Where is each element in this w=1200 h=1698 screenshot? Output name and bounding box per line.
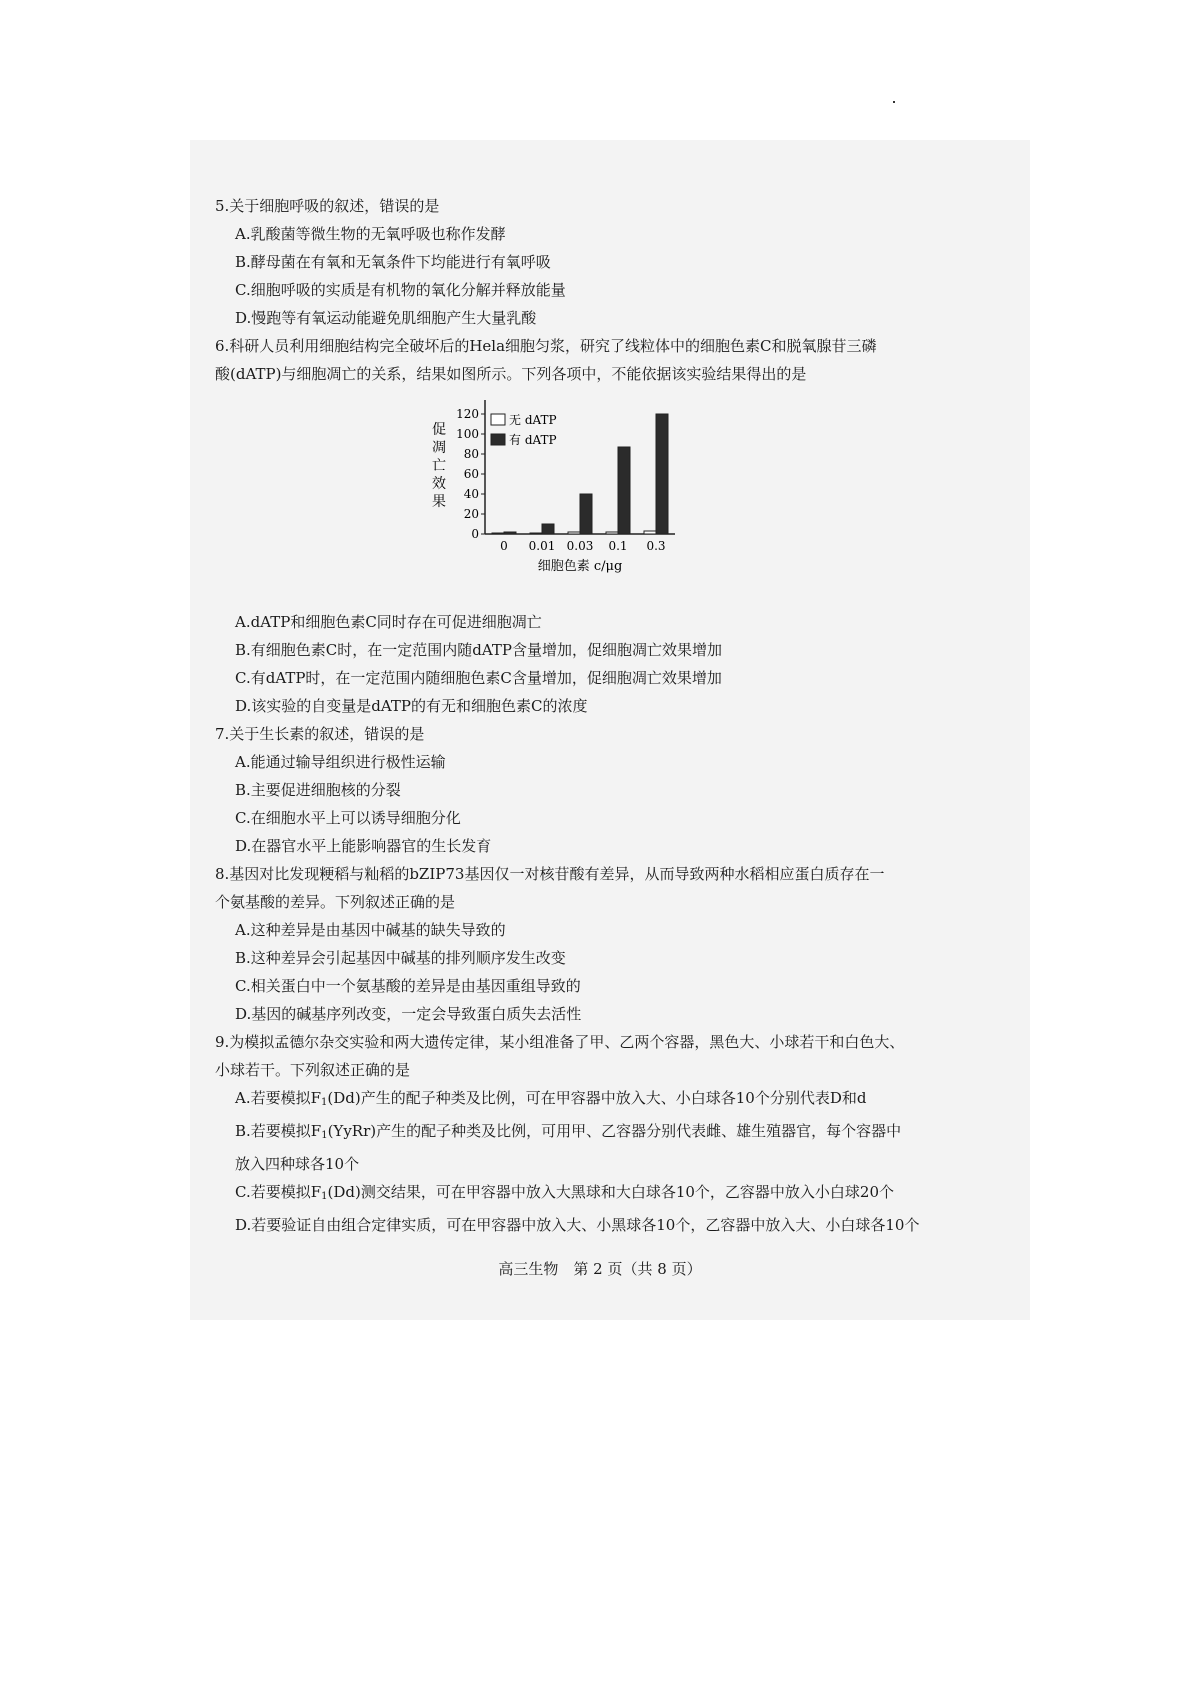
question-stem-line-1: 8.基因对比发现粳稻与籼稻的bZIP73基因仅一对核苷酸有差异，从而导致两种水稻相应蛋白质存在一 xyxy=(215,865,885,883)
option-b-post: (YyRr)产生的配子种类及比例，可用甲、乙容器分别代表雌、雄生殖器官，每个容器中 xyxy=(327,1122,902,1140)
option-c: C.细胞呼吸的实质是有机物的氧化分解并释放能量 xyxy=(235,281,566,299)
page-footer: 高三生物 第 2 页（共 8 页） xyxy=(498,1260,702,1278)
option-b: B.酵母菌在有氧和无氧条件下均能进行有氧呼吸 xyxy=(235,253,551,271)
bar-no-datp xyxy=(492,533,504,534)
question-stem-line-1: 6.科研人员利用细胞结构完全破坏后的Hela细胞匀浆，研究了线粒体中的细胞色素C和脱氧腺苷三磷 xyxy=(215,337,877,355)
option-d: D.若要验证自由组合定律实质，可在甲容器中放入大、小黑球各10个，乙容器中放入大、小白球各10个 xyxy=(235,1216,920,1234)
option-c-pre: C.若要模拟F xyxy=(235,1183,322,1201)
option-b: B.主要促进细胞核的分裂 xyxy=(235,781,401,799)
option-b xyxy=(215,1117,1015,1150)
bar-with-datp xyxy=(618,447,630,534)
bar-with-datp xyxy=(504,532,516,534)
question-8 xyxy=(215,860,1015,1028)
legend-swatch xyxy=(491,414,505,425)
x-tick-label: 0.01 xyxy=(528,539,556,553)
question-7 xyxy=(215,720,1015,860)
option-d: D.基因的碱基序列改变，一定会导致蛋白质失去活性 xyxy=(235,1005,582,1023)
option-a: A.能通过输导组织进行极性运输 xyxy=(235,753,446,771)
question-9 xyxy=(215,1028,1015,1239)
legend-label: 有 dATP xyxy=(509,433,557,447)
y-tick-label: 80 xyxy=(463,447,479,461)
x-axis-label: 细胞色素 c/μg xyxy=(537,559,623,574)
option-b: B.这种差异会引起基因中碱基的排列顺序发生改变 xyxy=(235,949,566,967)
y-tick-label: 20 xyxy=(463,507,479,521)
question-stem-line-2: 酸(dATP)与细胞凋亡的关系，结果如图所示。下列各项中，不能依据该实验结果得出的是 xyxy=(215,365,807,383)
option-b: B.有细胞色素C时，在一定范围内随dATP含量增加，促细胞凋亡效果增加 xyxy=(235,641,722,659)
apoptosis-chart-container xyxy=(215,394,1015,604)
question-stem-line-2: 个氨基酸的差异。下列叙述正确的是 xyxy=(215,893,456,911)
question-6 xyxy=(215,332,1015,720)
scan-speck xyxy=(893,101,895,103)
option-c: C.有dATP时，在一定范围内随细胞色素C含量增加，促细胞凋亡效果增加 xyxy=(235,669,722,687)
option-d: D.该实验的自变量是dATP的有无和细胞色素C的浓度 xyxy=(235,697,588,715)
question-stem-line-1: 9.为模拟孟德尔杂交实验和两大遗传定律，某小组准备了甲、乙两个容器，黑色大、小球若干和白色大、 xyxy=(215,1033,905,1051)
question-stem-line-2: 小球若干。下列叙述正确的是 xyxy=(215,1061,411,1079)
y-axis-label-char: 促 xyxy=(432,422,446,438)
bar-no-datp xyxy=(606,532,618,534)
subscript: 1 xyxy=(321,1130,328,1141)
y-axis-label-char: 效 xyxy=(432,476,446,492)
y-tick-label: 120 xyxy=(456,407,479,421)
option-a: A.这种差异是由基因中碱基的缺失导致的 xyxy=(235,921,506,939)
subscript: 1 xyxy=(321,1191,328,1202)
y-axis-label-char: 凋 xyxy=(432,440,446,456)
apoptosis-bar-chart xyxy=(425,394,685,604)
option-c: C.相关蛋白中一个氨基酸的差异是由基因重组导致的 xyxy=(235,977,581,995)
bar-with-datp xyxy=(580,494,592,534)
option-c-post: (Dd)测交结果，可在甲容器中放入大黑球和大白球各10个，乙容器中放入小白球20个 xyxy=(327,1183,895,1201)
option-b-continued: 放入四种球各10个 xyxy=(235,1155,360,1173)
bar-with-datp xyxy=(656,414,668,534)
option-b-pre: B.若要模拟F xyxy=(235,1122,322,1140)
x-tick-label: 0.1 xyxy=(608,539,628,553)
legend-label: 无 dATP xyxy=(509,413,557,427)
x-tick-label: 0.03 xyxy=(566,539,594,553)
option-a xyxy=(215,1084,1015,1117)
y-tick-label: 40 xyxy=(463,487,479,501)
y-axis-label-char: 亡 xyxy=(432,458,446,474)
question-stem: 5.关于细胞呼吸的叙述，错误的是 xyxy=(215,197,440,215)
y-axis-label-char: 果 xyxy=(432,494,446,510)
y-tick-label: 60 xyxy=(463,467,479,481)
question-sheet xyxy=(215,192,1015,1239)
option-a-post: (Dd)产生的配子种类及比例，可在甲容器中放入大、小白球各10个分别代表D和d xyxy=(327,1089,867,1107)
y-tick-label: 0 xyxy=(471,527,479,541)
legend-swatch xyxy=(491,434,505,445)
question-5 xyxy=(215,192,1015,332)
x-tick-label: 0.3 xyxy=(646,539,666,553)
subscript: 1 xyxy=(321,1097,328,1108)
x-tick-label: 0 xyxy=(500,539,508,553)
option-d: D.慢跑等有氧运动能避免肌细胞产生大量乳酸 xyxy=(235,309,537,327)
option-a: A.乳酸菌等微生物的无氧呼吸也称作发酵 xyxy=(235,225,506,243)
option-c: C.在细胞水平上可以诱导细胞分化 xyxy=(235,809,461,827)
option-a-pre: A.若要模拟F xyxy=(235,1089,322,1107)
bar-with-datp xyxy=(542,524,554,534)
bar-no-datp xyxy=(644,531,656,534)
question-stem: 7.关于生长素的叙述，错误的是 xyxy=(215,725,425,743)
option-a: A.dATP和细胞色素C同时存在可促进细胞凋亡 xyxy=(235,613,542,631)
option-c xyxy=(215,1178,1015,1211)
bar-no-datp xyxy=(530,533,542,534)
y-tick-label: 100 xyxy=(456,427,479,441)
option-d: D.在器官水平上能影响器官的生长发育 xyxy=(235,837,492,855)
bar-no-datp xyxy=(568,532,580,534)
